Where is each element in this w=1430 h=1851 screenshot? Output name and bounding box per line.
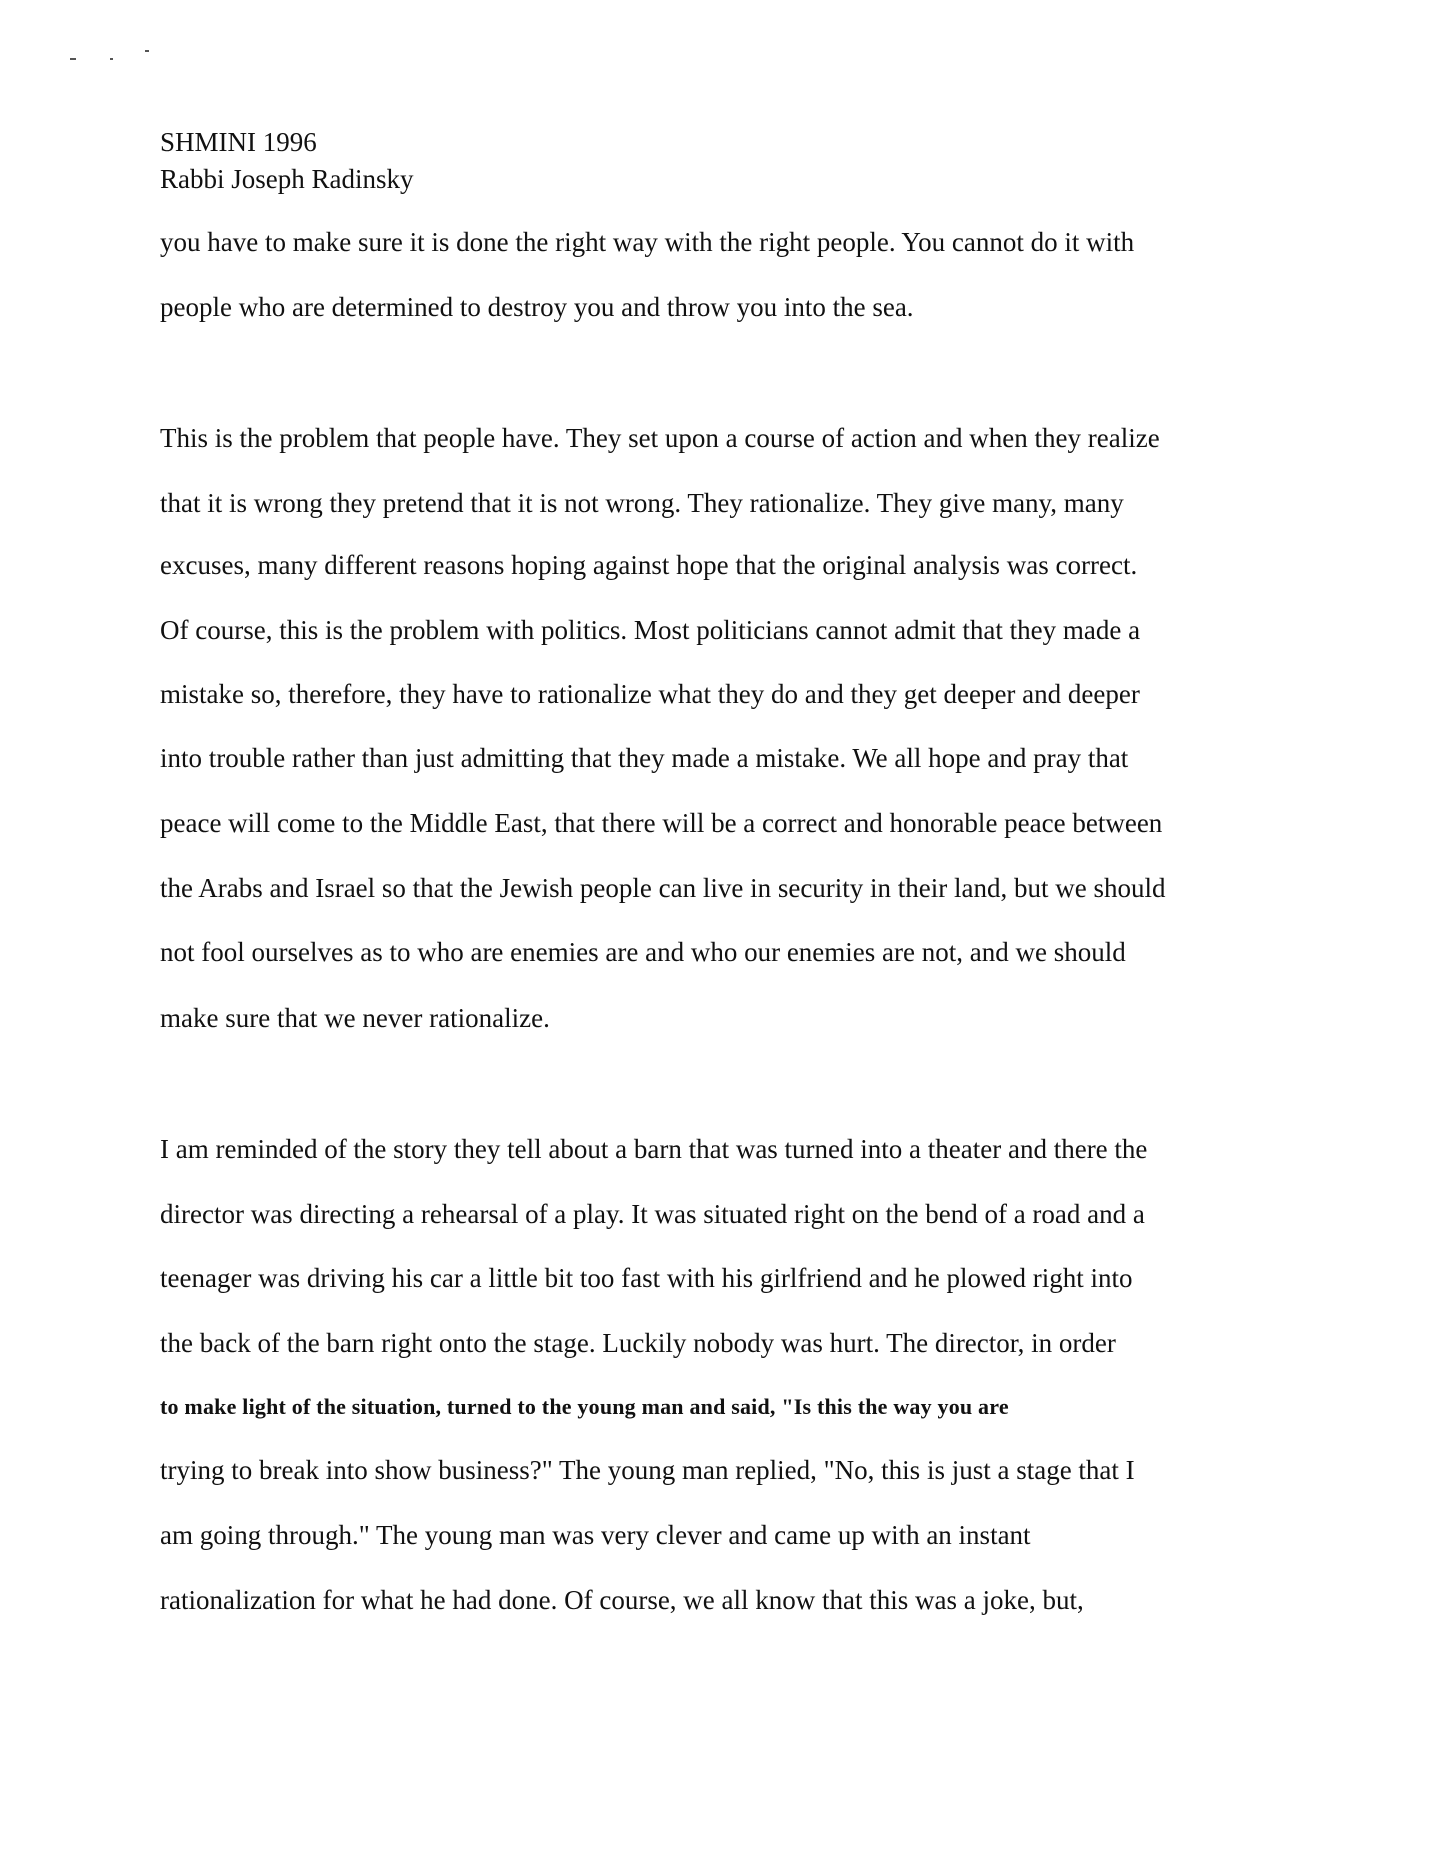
text-line: people who are determined to destroy you and throw you into the sea. bbox=[160, 292, 914, 322]
text-line: I am reminded of the story they tell about a barn that was turned into a theater and there the bbox=[160, 1134, 1148, 1164]
scan-speck bbox=[70, 58, 76, 60]
text-line: that it is wrong they pretend that it is not wrong. They rationalize. They give many, many bbox=[160, 488, 1124, 518]
document-header bbox=[160, 124, 414, 198]
text-line: the back of the barn right onto the stage. Luckily nobody was hurt. The director, in order bbox=[160, 1328, 1116, 1358]
scan-speck bbox=[110, 58, 113, 60]
text-line: rationalization for what he had done. Of course, we all know that this was a joke, but, bbox=[160, 1585, 1084, 1615]
text-line: Of course, this is the problem with politics. Most politicians cannot admit that they made a bbox=[160, 615, 1141, 645]
text-line: trying to break into show business?" The young man replied, "No, this is just a stage that I bbox=[160, 1455, 1135, 1485]
scan-speck bbox=[145, 50, 149, 52]
text-line: the Arabs and Israel so that the Jewish people can live in security in their land, but we should bbox=[160, 873, 1166, 903]
text-line: This is the problem that people have. They set upon a course of action and when they realize bbox=[160, 423, 1160, 453]
scan-specks bbox=[70, 50, 160, 64]
document-title: SHMINI 1996 bbox=[160, 127, 317, 157]
text-line: not fool ourselves as to who are enemies are and who our enemies are not, and we should bbox=[160, 937, 1126, 967]
text-line: am going through." The young man was very clever and came up with an instant bbox=[160, 1520, 1031, 1550]
text-line: director was directing a rehearsal of a play. It was situated right on the bend of a road and a bbox=[160, 1199, 1145, 1229]
text-line: mistake so, therefore, they have to rationalize what they do and they get deeper and deeper bbox=[160, 679, 1140, 709]
text-line: peace will come to the Middle East, that there will be a correct and honorable peace between bbox=[160, 808, 1163, 838]
text-line: excuses, many different reasons hoping against hope that the original analysis was correct. bbox=[160, 550, 1138, 580]
document-author: Rabbi Joseph Radinsky bbox=[160, 164, 414, 194]
text-line: make sure that we never rationalize. bbox=[160, 1003, 550, 1033]
text-line: to make light of the situation, turned to the young man and said, "Is this the way you are bbox=[160, 1394, 1009, 1419]
text-line: into trouble rather than just admitting that they made a mistake. We all hope and pray that bbox=[160, 743, 1129, 773]
text-line: you have to make sure it is done the right way with the right people. You cannot do it with bbox=[160, 227, 1135, 257]
text-line: teenager was driving his car a little bit too fast with his girlfriend and he plowed right into bbox=[160, 1263, 1133, 1293]
